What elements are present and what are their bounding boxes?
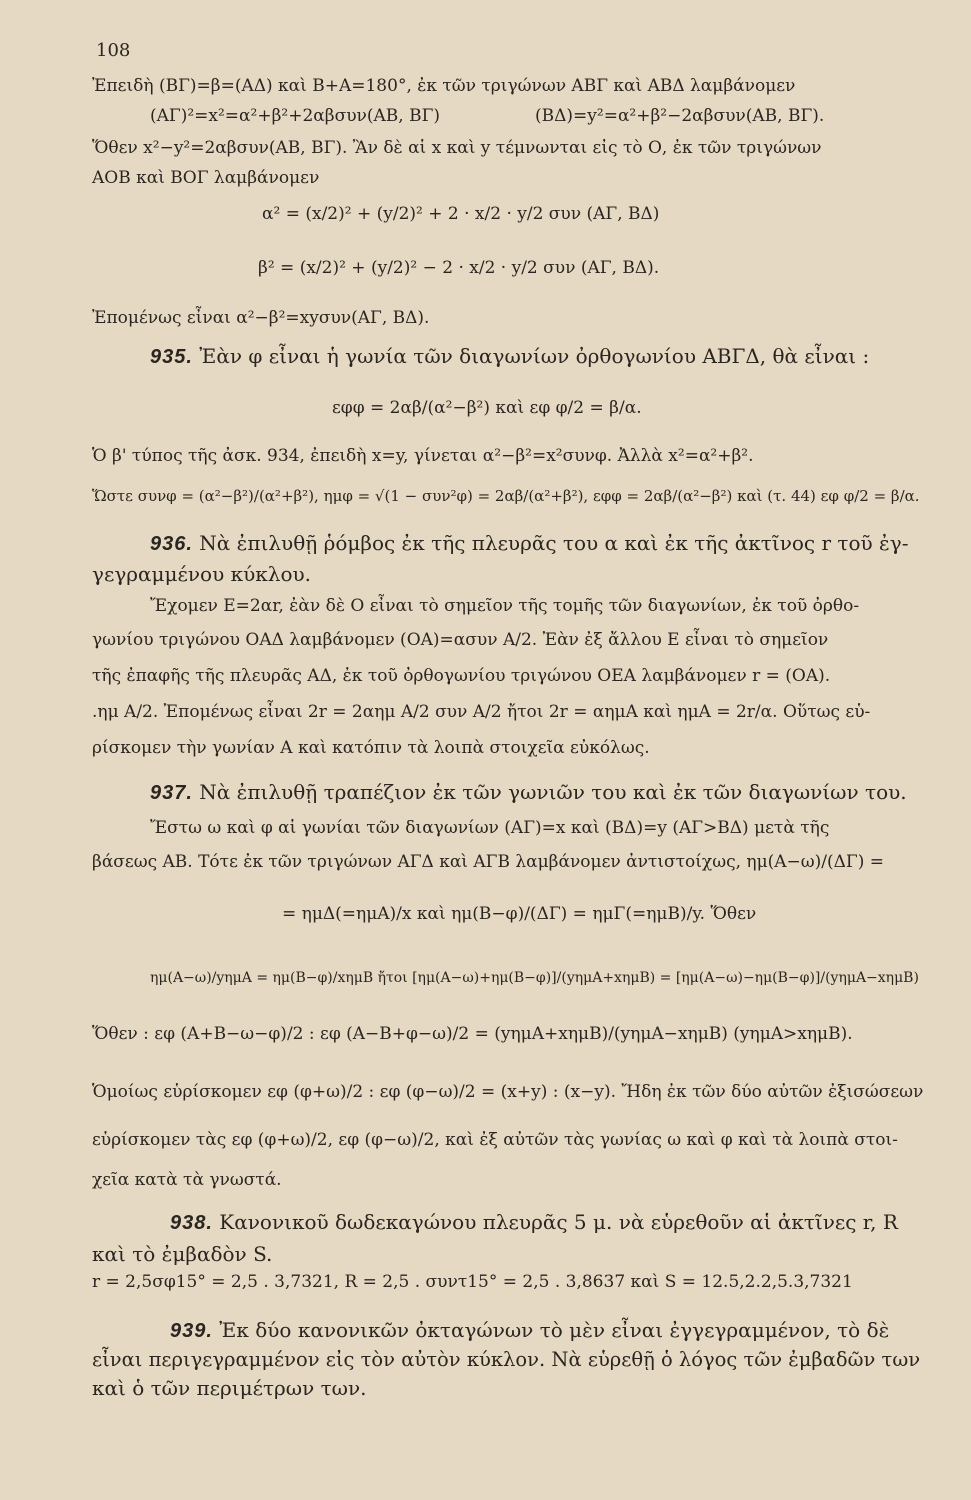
- intro-line-3: Ὅθεν x²−y²=2αβσυν(ΑΒ, ΒΓ). Ἂν δὲ αἱ x καὶ y τέμνωνται εἰς τὸ Ο, ἐκ τῶν τριγώνων: [92, 138, 822, 158]
- problem-939-heading-2: εἶναι περιγεγραμμένον εἰς τὸν αὐτὸν κύκλον. Νὰ εὑρεθῇ ὁ λόγος τῶν ἐμβαδῶν των: [92, 1348, 921, 1371]
- problem-939-heading-text: Ἐκ δύο κανονικῶν ὀκταγώνων τὸ μὲν εἶναι ἐγγεγραμμένον, τὸ δὲ: [219, 1318, 890, 1342]
- problem-938-heading-2: καὶ τὸ ἐμβαδὸν S.: [92, 1242, 273, 1266]
- problem-935-heading: [150, 346, 869, 367]
- problem-937-number: 937.: [150, 782, 193, 804]
- problem-937-line-4: ημ(Α−ω)/yημΑ = ημ(Β−φ)/xημΒ ἤτοι [ημ(Α−ω)+ημ(Β−φ)]/(yημΑ+xημΒ) = [ημ(Α−ω)−ημ(Β−φ)]/(yημΑ−xημΒ): [150, 970, 919, 986]
- problem-937-line-5: Ὅθεν : εφ (Α+Β−ω−φ)/2 : εφ (Α−Β+φ−ω)/2 = (yημΑ+xημΒ)/(yημΑ−xημΒ) (yημΑ>xημΒ).: [92, 1024, 853, 1044]
- equation-alpha-squared: α² = (x/2)² + (y/2)² + 2 · x/2 · y/2 συν (ΑΓ, ΒΔ): [262, 204, 660, 224]
- intro-line-1: Ἐπειδὴ (ΒΓ)=β=(ΑΔ) καὶ Β+Α=180°, ἐκ τῶν τριγώνων ΑΒΓ καὶ ΑΒΔ λαμβάνομεν: [92, 76, 796, 96]
- problem-936-line-1: Ἔχομεν Ε=2αr, ἐὰν δὲ Ο εἶναι τὸ σημεῖον τῆς τομῆς τῶν διαγωνίων, ἐκ τοῦ ὀρθο-: [150, 596, 860, 616]
- intro-line-5: Ἐπομένως εἶναι α²−β²=xyσυν(ΑΓ, ΒΔ).: [92, 308, 430, 328]
- problem-935-line-1: Ὁ β' τύπος τῆς ἀσκ. 934, ἐπειδὴ x=y, γίνεται α²−β²=x²συνφ. Ἀλλὰ x²=α²+β².: [92, 446, 754, 466]
- intro-line-2b: (ΒΔ)=y²=α²+β²−2αβσυν(ΑΒ, ΒΓ).: [535, 106, 825, 126]
- problem-939-number: 939.: [170, 1320, 213, 1342]
- problem-937-line-3: = ημΔ(=ημΑ)/x καὶ ημ(Β−φ)/(ΔΓ) = ημΓ(=ημΒ)/y. Ὅθεν: [282, 904, 757, 924]
- page-number: 108: [96, 40, 131, 61]
- intro-line-4: ΑΟΒ καὶ ΒΟΓ λαμβάνομεν: [92, 168, 320, 188]
- problem-937-line-7: εὑρίσκομεν τὰς εφ (φ+ω)/2, εφ (φ−ω)/2, καὶ ἐξ αὐτῶν τὰς γωνίας ω καὶ φ καὶ τὰ λοιπὰ στοι-: [92, 1130, 898, 1150]
- problem-935-heading-text: Ἐὰν φ εἶναι ἡ γωνία τῶν διαγωνίων ὀρθογωνίου ΑΒΓΔ, θὰ εἶναι :: [199, 344, 870, 368]
- problem-937-heading-text: Νὰ ἐπιλυθῇ τραπέζιον ἐκ τῶν γωνιῶν του καὶ ἐκ τῶν διαγωνίων του.: [199, 780, 907, 804]
- problem-937-line-8: χεῖα κατὰ τὰ γνωστά.: [92, 1170, 282, 1190]
- problem-936-line-2: γωνίου τριγώνου ΟΑΔ λαμβάνομεν (ΟΑ)=ασυν Α/2. Ἐὰν ἐξ ἄλλου Ε εἶναι τὸ σημεῖον: [92, 630, 829, 650]
- problem-938-heading-text: Κανονικοῦ δωδεκαγώνου πλευρᾶς 5 μ. νὰ εὑρεθοῦν αἱ ἀκτῖνες r, R: [219, 1210, 898, 1234]
- problem-937-line-2: βάσεως ΑΒ. Τότε ἐκ τῶν τριγώνων ΑΓΔ καὶ ΑΓΒ λαμβάνομεν ἀντιστοίχως, ημ(Α−ω)/(ΔΓ) =: [92, 852, 885, 872]
- problem-936-line-4: .ημ Α/2. Ἐπομένως εἶναι 2r = 2αημ Α/2 συν Α/2 ἤτοι 2r = αημΑ καὶ ημΑ = 2r/α. Οὕτως εὑ-: [92, 702, 871, 722]
- problem-938-line-1: r = 2,5σφ15° = 2,5 . 3,7321, R = 2,5 . συντ15° = 2,5 . 3,8637 καὶ S = 12.5,2.2,5.3,7321: [92, 1272, 853, 1292]
- problem-936-number: 936.: [150, 533, 193, 555]
- problem-937-line-1: Ἔστω ω καὶ φ αἱ γωνίαι τῶν διαγωνίων (ΑΓ)=x καὶ (ΒΔ)=y (ΑΓ>ΒΔ) μετὰ τῆς: [150, 818, 830, 838]
- problem-936-line-3: τῆς ἐπαφῆς τῆς πλευρᾶς ΑΔ, ἐκ τοῦ ὀρθογωνίου τριγώνου ΟΕΑ λαμβάνομεν r = (ΟΑ).: [92, 666, 831, 686]
- problem-938-heading-1: [170, 1212, 898, 1233]
- problem-936-heading-text: Νὰ ἐπιλυθῇ ῥόμβος ἐκ τῆς πλευρᾶς του α καὶ ἐκ τῆς ἀκτῖνος r τοῦ ἐγ-: [199, 531, 909, 555]
- problem-936-heading-1: [150, 533, 908, 554]
- problem-935-number: 935.: [150, 346, 193, 368]
- problem-937-heading: [150, 782, 907, 803]
- problem-938-number: 938.: [170, 1212, 213, 1234]
- problem-936-line-5: ρίσκομεν τὴν γωνίαν Α καὶ κατόπιν τὰ λοιπὰ στοιχεῖα εὐκόλως.: [92, 738, 650, 758]
- problem-937-line-6: Ὁμοίως εὑρίσκομεν εφ (φ+ω)/2 : εφ (φ−ω)/2 = (x+y) : (x−y). Ἤδη ἐκ τῶν δύο αὐτῶν ἐξισώσεων: [92, 1082, 924, 1102]
- problem-935-line-2: Ὥστε συνφ = (α²−β²)/(α²+β²), ημφ = √(1 − συν²φ) = 2αβ/(α²+β²), εφφ = 2αβ/(α²−β²) καὶ (τ. 44) εφ φ/2 = β/α.: [92, 487, 920, 505]
- intro-line-2a: (ΑΓ)²=x²=α²+β²+2αβσυν(ΑΒ, ΒΓ): [150, 106, 440, 126]
- equation-beta-squared: β² = (x/2)² + (y/2)² − 2 · x/2 · y/2 συν (ΑΓ, ΒΔ).: [258, 258, 660, 278]
- problem-939-heading-3: καὶ ὁ τῶν περιμέτρων των.: [92, 1376, 367, 1400]
- problem-935-formula: εφφ = 2αβ/(α²−β²) καὶ εφ φ/2 = β/α.: [332, 398, 642, 418]
- problem-936-heading-2: γεγραμμένου κύκλου.: [92, 562, 311, 586]
- problem-939-heading-1: [170, 1320, 889, 1341]
